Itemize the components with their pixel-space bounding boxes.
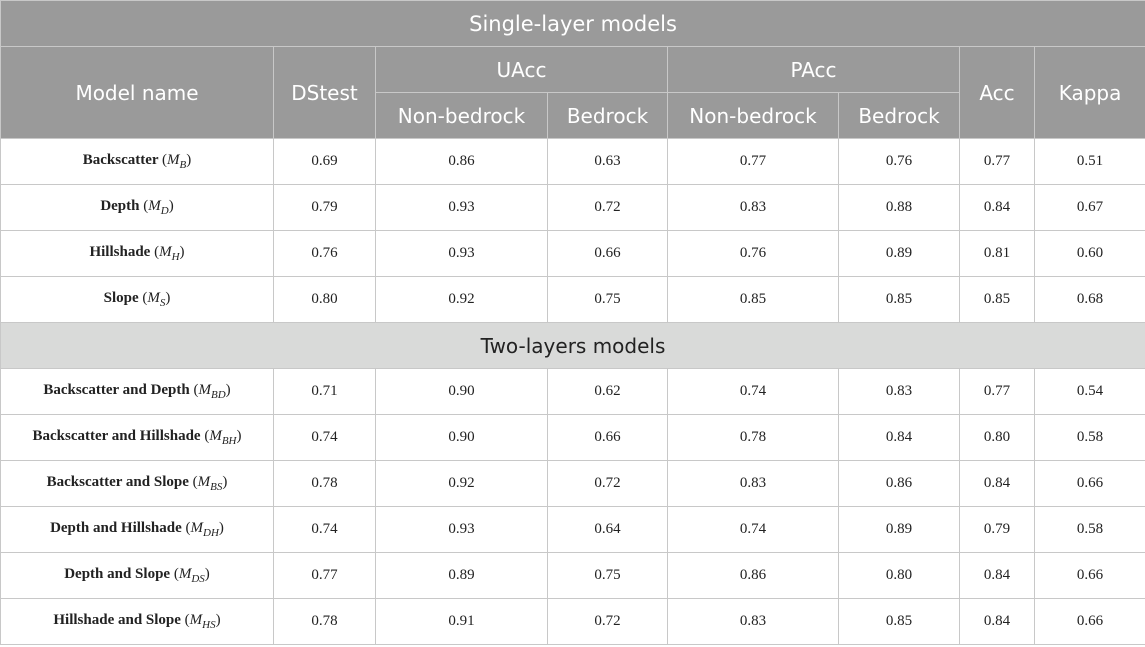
pacc-non-bedrock-cell: 0.83 (668, 185, 839, 231)
model-name-cell: Backscatter and Slope $(M_{BS})$ (1, 461, 274, 507)
pacc-bedrock-cell: 0.89 (839, 231, 960, 277)
table-row (1, 599, 1145, 645)
section-row (1, 323, 1145, 369)
dstest-cell: 0.79 (274, 185, 376, 231)
pacc-non-bedrock-cell: 0.78 (668, 415, 839, 461)
table-row (1, 461, 1145, 507)
model-symbol: M (159, 244, 172, 260)
kappa-cell: 0.58 (1035, 507, 1145, 553)
header-uacc-non-bedrock: Non-bedrock (376, 93, 548, 139)
model-name-cell: Hillshade $(M_H)$ (1, 231, 274, 277)
pacc-bedrock-cell: 0.86 (839, 461, 960, 507)
uacc-non-bedrock-cell: 0.89 (376, 553, 548, 599)
model-symbol: M (147, 290, 160, 306)
table-caption: Single-layer models (1, 1, 1145, 47)
header-pacc: PAcc (668, 47, 960, 93)
model-name-cell: Backscatter and Hillshade $(M_{BH})$ (1, 415, 274, 461)
dstest-cell: 0.74 (274, 415, 376, 461)
model-name: Slope (103, 290, 139, 306)
dstest-cell: 0.78 (274, 599, 376, 645)
model-name: Backscatter and Depth (43, 382, 190, 398)
uacc-bedrock-cell: 0.66 (548, 415, 668, 461)
model-symbol: M (190, 520, 204, 536)
table-body (1, 139, 1145, 645)
header-pacc-bedrock: Bedrock (839, 93, 960, 139)
pacc-bedrock-cell: 0.85 (839, 277, 960, 323)
uacc-bedrock-cell: 0.75 (548, 553, 668, 599)
model-symbol-subscript: DS (191, 573, 205, 585)
kappa-cell: 0.66 (1035, 461, 1145, 507)
pacc-non-bedrock-cell: 0.74 (668, 507, 839, 553)
model-symbol-subscript: DH (203, 527, 219, 539)
pacc-bedrock-cell: 0.83 (839, 369, 960, 415)
pacc-non-bedrock-cell: 0.76 (668, 231, 839, 277)
model-name: Depth and Hillshade (50, 520, 182, 536)
uacc-non-bedrock-cell: 0.86 (376, 139, 548, 185)
acc-cell: 0.84 (960, 553, 1035, 599)
model-name-cell: Depth and Hillshade $(M_{DH})$ (1, 507, 274, 553)
model-name: Hillshade and Slope (53, 612, 181, 628)
model-symbol: M (178, 566, 192, 582)
model-name: Depth (100, 198, 140, 214)
model-name-cell: Slope $(M_S)$ (1, 277, 274, 323)
model-symbol-subscript: D (160, 205, 169, 217)
dstest-cell: 0.77 (274, 553, 376, 599)
pacc-non-bedrock-cell: 0.86 (668, 553, 839, 599)
model-symbol-subscript: BD (210, 389, 226, 401)
model-symbol-subscript: BS (210, 481, 223, 493)
model-name-cell: Depth and Slope $(M_{DS})$ (1, 553, 274, 599)
model-name: Backscatter (82, 152, 159, 168)
model-symbol: M (197, 474, 211, 490)
model-name-cell: Backscatter $(M_B)$ (1, 139, 274, 185)
model-name: Hillshade (89, 244, 151, 260)
model-name-cell: Depth $(M_D)$ (1, 185, 274, 231)
dstest-cell: 0.76 (274, 231, 376, 277)
model-symbol: M (148, 198, 161, 214)
acc-cell: 0.84 (960, 185, 1035, 231)
table-row (1, 231, 1145, 277)
pacc-bedrock-cell: 0.85 (839, 599, 960, 645)
table-row (1, 415, 1145, 461)
table-row (1, 369, 1145, 415)
uacc-bedrock-cell: 0.62 (548, 369, 668, 415)
uacc-bedrock-cell: 0.66 (548, 231, 668, 277)
kappa-cell: 0.67 (1035, 185, 1145, 231)
dstest-cell: 0.71 (274, 369, 376, 415)
header-kappa: Kappa (1035, 47, 1145, 139)
dstest-cell: 0.78 (274, 461, 376, 507)
uacc-bedrock-cell: 0.63 (548, 139, 668, 185)
table-row (1, 507, 1145, 553)
table-row (1, 185, 1145, 231)
kappa-cell: 0.68 (1035, 277, 1145, 323)
acc-cell: 0.81 (960, 231, 1035, 277)
uacc-non-bedrock-cell: 0.90 (376, 369, 548, 415)
uacc-non-bedrock-cell: 0.93 (376, 507, 548, 553)
uacc-bedrock-cell: 0.72 (548, 185, 668, 231)
pacc-non-bedrock-cell: 0.83 (668, 599, 839, 645)
uacc-non-bedrock-cell: 0.90 (376, 415, 548, 461)
header-dstest: DStest (274, 47, 376, 139)
acc-cell: 0.77 (960, 369, 1035, 415)
acc-cell: 0.84 (960, 599, 1035, 645)
model-symbol: M (167, 152, 180, 168)
dstest-cell: 0.74 (274, 507, 376, 553)
table-header (1, 1, 1145, 139)
section-title: Two-layers models (1, 323, 1145, 369)
acc-cell: 0.79 (960, 507, 1035, 553)
uacc-non-bedrock-cell: 0.91 (376, 599, 548, 645)
model-name: Backscatter and Hillshade (32, 428, 201, 444)
pacc-bedrock-cell: 0.84 (839, 415, 960, 461)
table-row (1, 553, 1145, 599)
model-symbol-subscript: S (159, 297, 166, 309)
kappa-cell: 0.51 (1035, 139, 1145, 185)
header-pacc-non-bedrock: Non-bedrock (668, 93, 839, 139)
uacc-bedrock-cell: 0.75 (548, 277, 668, 323)
acc-cell: 0.80 (960, 415, 1035, 461)
header-uacc: UAcc (376, 47, 668, 93)
acc-cell: 0.85 (960, 277, 1035, 323)
uacc-non-bedrock-cell: 0.92 (376, 277, 548, 323)
model-name: Depth and Slope (64, 566, 171, 582)
model-symbol-subscript: B (179, 159, 187, 171)
pacc-non-bedrock-cell: 0.83 (668, 461, 839, 507)
uacc-non-bedrock-cell: 0.93 (376, 185, 548, 231)
pacc-bedrock-cell: 0.76 (839, 139, 960, 185)
model-symbol: M (198, 382, 211, 398)
kappa-cell: 0.66 (1035, 553, 1145, 599)
pacc-non-bedrock-cell: 0.74 (668, 369, 839, 415)
kappa-cell: 0.60 (1035, 231, 1145, 277)
header-acc: Acc (960, 47, 1035, 139)
model-symbol: M (209, 428, 222, 444)
kappa-cell: 0.58 (1035, 415, 1145, 461)
kappa-cell: 0.54 (1035, 369, 1145, 415)
model-symbol-subscript: H (171, 251, 180, 263)
header-uacc-bedrock: Bedrock (548, 93, 668, 139)
model-symbol-subscript: HS (202, 619, 216, 631)
table-row (1, 277, 1145, 323)
acc-cell: 0.77 (960, 139, 1035, 185)
uacc-bedrock-cell: 0.72 (548, 461, 668, 507)
pacc-non-bedrock-cell: 0.77 (668, 139, 839, 185)
acc-cell: 0.84 (960, 461, 1035, 507)
uacc-non-bedrock-cell: 0.93 (376, 231, 548, 277)
uacc-bedrock-cell: 0.64 (548, 507, 668, 553)
dstest-cell: 0.69 (274, 139, 376, 185)
table-row (1, 139, 1145, 185)
pacc-bedrock-cell: 0.80 (839, 553, 960, 599)
kappa-cell: 0.66 (1035, 599, 1145, 645)
uacc-non-bedrock-cell: 0.92 (376, 461, 548, 507)
pacc-non-bedrock-cell: 0.85 (668, 277, 839, 323)
model-symbol: M (189, 612, 203, 628)
uacc-bedrock-cell: 0.72 (548, 599, 668, 645)
model-name-cell: Hillshade and Slope $(M_{HS})$ (1, 599, 274, 645)
dstest-cell: 0.80 (274, 277, 376, 323)
pacc-bedrock-cell: 0.89 (839, 507, 960, 553)
model-name: Backscatter and Slope (46, 474, 189, 490)
header-model-name: Model name (1, 47, 274, 139)
model-symbol-subscript: BH (221, 435, 237, 447)
model-name-cell: Backscatter and Depth $(M_{BD})$ (1, 369, 274, 415)
pacc-bedrock-cell: 0.88 (839, 185, 960, 231)
